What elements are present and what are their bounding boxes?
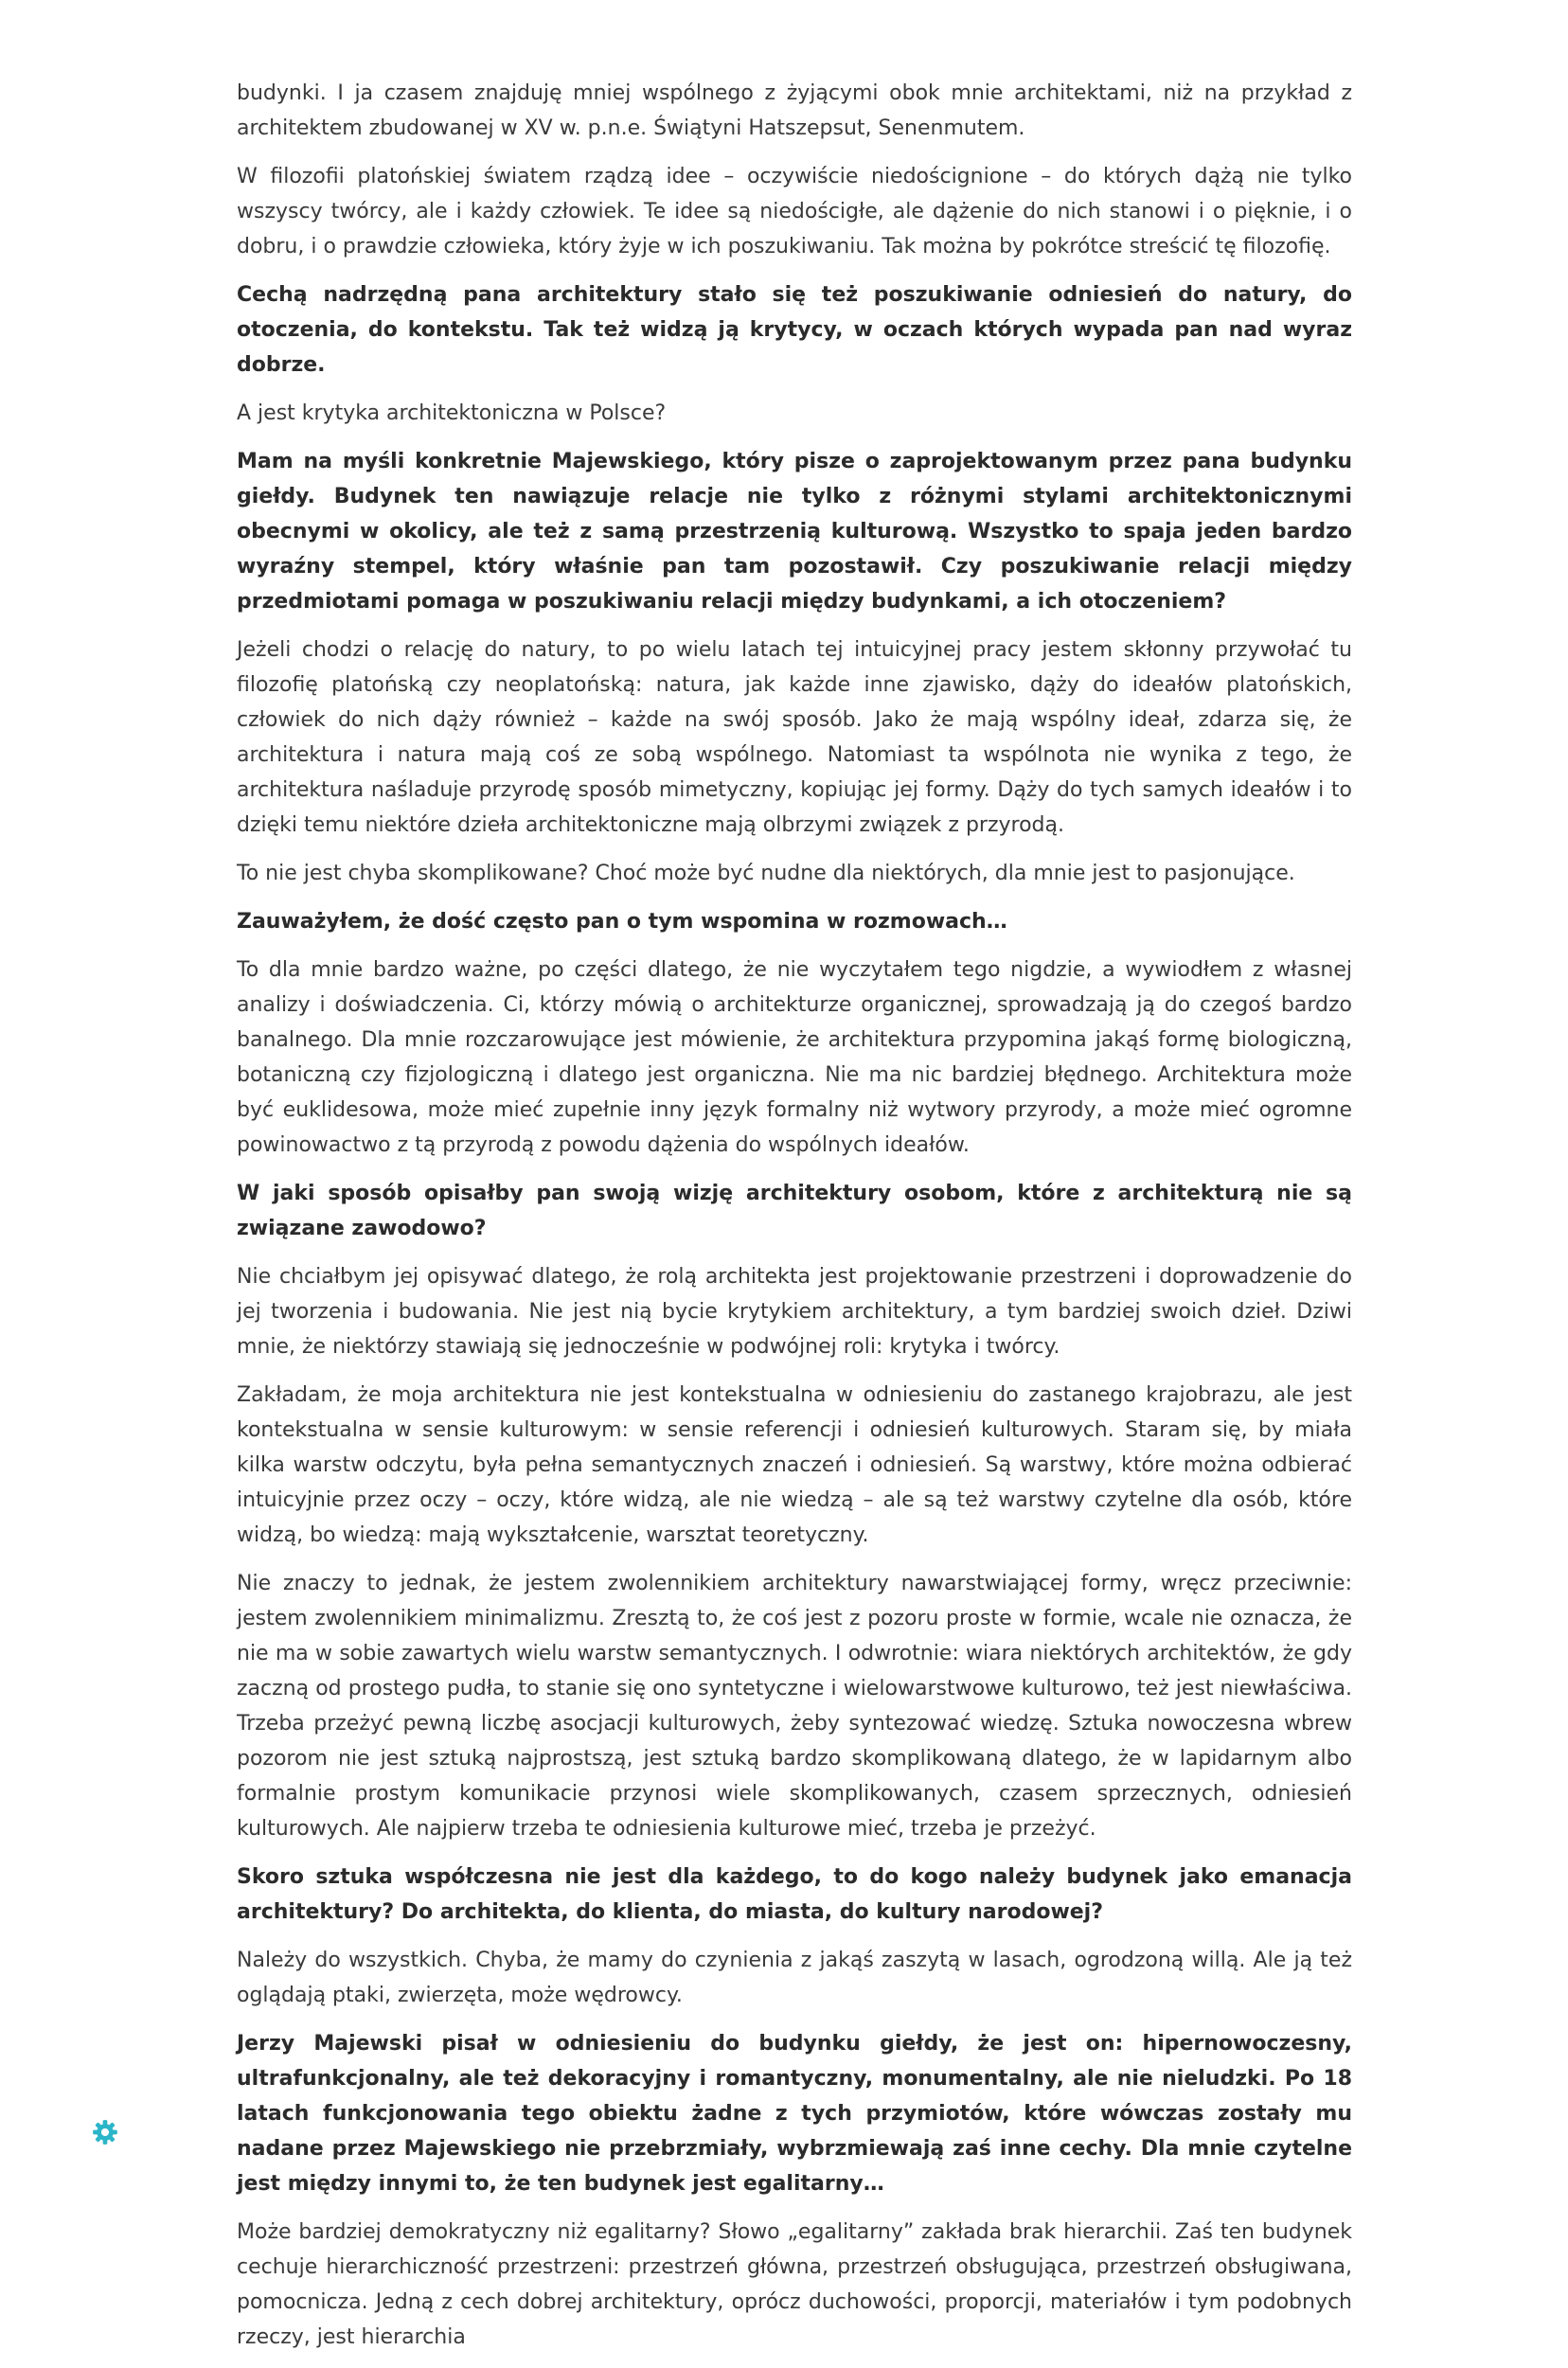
answer-paragraph: W filozofii platońskiej światem rządzą idee – oczywiście niedoścignione – do których dążą nie tylko wszyscy twórcy, ale i każdy człowiek. Te idee są niedościgłe, ale dążenie do nich stanowi i o pięknie, i o dobru, i o prawdzie człowieka, który żyje w ich poszukiwaniu. Tak można by pokrótce streścić tę filozofię. [237,165,1352,258]
answer-paragraph: budynki. I ja czasem znajduję mniej wspólnego z żyjącymi obok mnie architektami, niż na przykład z architektem zbudowanej w XV w. p.n.e. Świątyni Hatszepsut, Senenmutem. [237,81,1352,140]
gear-icon [92,2119,118,2145]
answer-paragraph: Może bardziej demokratyczny niż egalitarny? Słowo „egalitarny” zakłada brak hierarchii. Zaś ten budynek cechuje hierarchiczność przestrzeni: przestrzeń główna, przestrzeń obsługująca, przestrzeń obsługiwana, pomocnicza. Jedną z cech dobrej architektury, oprócz duchowości, proporcji, materiałów i tym podobnych rzeczy, jest hierarchia [237,2220,1352,2349]
answer-paragraph: Zakładam, że moja architektura nie jest kontekstualna w odniesieniu do zastanego krajobrazu, ale jest kontekstualna w sensie kulturowym: w sensie referencji i odniesień kulturowych. Staram się, by miała kilka warstw odczytu, była pełna semantycznych znaczeń i odniesień. Są warstwy, które można odbierać intuicyjnie przez oczy – oczy, które widzą, ale nie wiedzą – ale są też warstwy czytelne dla osób, które widzą, bo wiedzą: mają wykształcenie, warsztat teoretyczny. [237,1383,1352,1547]
question-paragraph: Mam na myśli konkretnie Majewskiego, który pisze o zaprojektowanym przez pana budynku giełdy. Budynek ten nawiązuje relacje nie tylko z różnymi stylami architektonicznymi obecnymi w okolicy, ale też z samą przestrzenią kulturową. Wszystko to spaja jeden bardzo wyraźny stempel, który właśnie pan tam pozostawił. Czy poszukiwanie relacji między przedmiotami pomaga w poszukiwaniu relacji między budynkami, a ich otoczeniem? [237,450,1352,614]
answer-paragraph: Jeżeli chodzi o relację do natury, to po wielu latach tej intuicyjnej pracy jestem skłonny przywołać tu filozofię platońską czy neoplatońską: natura, jak każde inne zjawisko, dąży do ideałów platońskich, człowiek do nich dąży również – każde na swój sposób. Jako że mają wspólny ideał, zdarza się, że architektura i natura mają coś ze sobą wspólnego. Natomiast ta wspólnota nie wynika z tego, że architektura naśladuje przyrodę sposób mimetyczny, kopiując jej formy. Dąży do tych samych ideałów i to dzięki temu niektóre dzieła architektoniczne mają olbrzymi związek z przyrodą. [237,638,1352,837]
answer-paragraph: Nie znaczy to jednak, że jestem zwolennikiem architektury nawarstwiającej formy, wręcz przeciwnie: jestem zwolennikiem minimalizmu. Zresztą to, że coś jest z pozoru proste w formie, wcale nie oznacza, że nie ma w sobie zawartych wielu warstw semantycznych. I odwrotnie: wiara niektórych architektów, że gdy zaczną od prostego pudła, to stanie się ono syntetyczne i wielowarstwowe kulturowo, też jest niewłaściwa. Trzeba przeżyć pewną liczbę asocjacji kulturowych, żeby syntezować wiedzę. Sztuka nowoczesna wbrew pozorom nie jest sztuką najprostszą, jest sztuką bardzo skomplikowaną dlatego, że w lapidarnym albo formalnie prostym komunikacie przynosi wiele skomplikowanych, czasem sprzecznych, odniesień kulturowych. Ale najpierw trzeba te odniesienia kulturowe mieć, trzeba je przeżyć. [237,1572,1352,1841]
answer-paragraph: To nie jest chyba skomplikowane? Choć może być nudne dla niektórych, dla mnie jest to pasjonujące. [237,862,1295,885]
answer-paragraph: Należy do wszystkich. Chyba, że mamy do czynienia z jakąś zaszytą w lasach, ogrodzoną willą. Ale ją też oglądają ptaki, zwierzęta, może wędrowcy. [237,1949,1352,2007]
document-body [237,76,1352,2368]
answer-paragraph: Nie chciałbym jej opisywać dlatego, że rolą architekta jest projektowanie przestrzeni i doprowadzenie do jej tworzenia i budowania. Nie jest nią bycie krytykiem architektury, a tym bardziej swoich dzieł. Dziwi mnie, że niektórzy stawiają się jednocześnie w podwójnej roli: krytyka i twórcy. [237,1265,1352,1359]
question-paragraph: Zauważyłem, że dość często pan o tym wspomina w rozmowach… [237,910,1007,934]
question-paragraph: Skoro sztuka współczesna nie jest dla każdego, to do kogo należy budynek jako emanacja architektury? Do architekta, do klienta, do miasta, do kultury narodowej? [237,1865,1352,1924]
question-paragraph: Jerzy Majewski pisał w odniesieniu do budynku giełdy, że jest on: hipernowoczesny, ultrafunkcjonalny, ale też dekoracyjny i romantyczny, monumentalny, ale nie nieludzki. Po 18 latach funkcjonowania tego obiektu żadne z tych przymiotów, które wówczas zostały mu nadane przez Majewskiego nie przebrzmiały, wybrzmiewają zaś inne cechy. Dla mnie czytelne jest między innymi to, że ten budynek jest egalitarny… [237,2032,1352,2196]
question-paragraph: W jaki sposób opisałby pan swoją wizję architektury osobom, które z architekturą nie są związane zawodowo? [237,1182,1352,1240]
answer-paragraph: A jest krytyka architektoniczna w Polsce? [237,401,667,425]
question-paragraph: Cechą nadrzędną pana architektury stało się też poszukiwanie odniesień do natury, do otoczenia, do kontekstu. Tak też widzą ją krytycy, w oczach których wypada pan nad wyraz dobrze. [237,283,1352,377]
answer-paragraph: To dla mnie bardzo ważne, po części dlatego, że nie wyczytałem tego nigdzie, a wywiodłem z własnej analizy i doświadczenia. Ci, którzy mówią o architekturze organicznej, sprowadzają ją do czegoś bardzo banalnego. Dla mnie rozczarowujące jest mówienie, że architektura przypomina jakąś formę biologiczną, botaniczną czy fizjologiczną i dlatego jest organiczna. Nie ma nic bardziej błędnego. Architektura może być euklidesowa, może mieć zupełnie inny język formalny niż wytwory przyrody, a może mieć ogromne powinowactwo z tą przyrodą z powodu dążenia do wspólnych ideałów. [237,958,1352,1157]
